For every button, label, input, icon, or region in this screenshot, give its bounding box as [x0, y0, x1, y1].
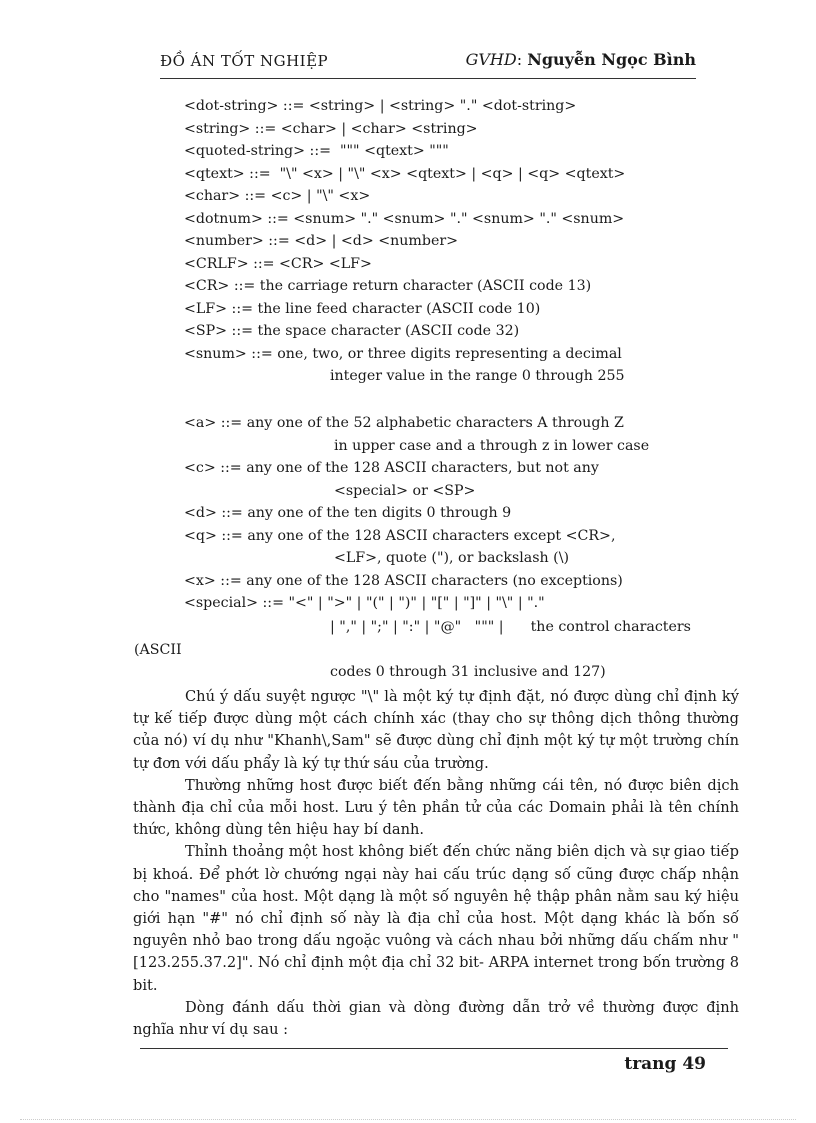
- grammar-line: <d> ::= any one of the ten digits 0 through 9: [184, 505, 512, 521]
- grammar-line: <a> ::= any one of the 52 alphabetic characters A through Z: [184, 415, 624, 431]
- supervisor-name: Nguyễn Ngọc Bình: [527, 50, 696, 69]
- grammar-line: <dot-string> ::= <string> | <string> "." <dot-string>: [184, 98, 577, 114]
- supervisor-sep: :: [516, 50, 528, 69]
- header-rule: [160, 78, 696, 79]
- body-text: [133, 686, 739, 1041]
- grammar-line: <CRLF> ::= <CR> <LF>: [184, 255, 372, 272]
- grammar-line: <char> ::= <c> | "\" <x>: [184, 188, 371, 204]
- page-edge: [20, 1119, 796, 1120]
- page-header: [160, 48, 696, 74]
- footer-rule: [140, 1048, 728, 1049]
- grammar-line: <dotnum> ::= <snum> "." <snum> "." <snum> "." <snum>: [184, 210, 625, 227]
- grammar-line: <special> or <SP>: [334, 482, 476, 499]
- thesis-title: ĐỒ ÁN TỐT NGHIỆP: [160, 52, 329, 70]
- grammar-line: in upper case and a through z in lower case: [334, 437, 650, 454]
- grammar-line: <q> ::= any one of the 128 ASCII characters except <CR>,: [184, 527, 616, 544]
- grammar-line: <LF> ::= the line feed character (ASCII code 10): [184, 300, 541, 317]
- grammar-line: <LF>, quote ("), or backslash (\): [334, 550, 570, 566]
- grammar-line: <c> ::= any one of the 128 ASCII characters, but not any: [184, 460, 599, 476]
- paragraph: Thỉnh thoảng một host không biết đến chức năng biên dịch và sự giao tiếp bị khoá. Để phớt lờ chướng ngại này hai cấu trúc dạng số cũng được chấp nhận cho "names" của host. Một dạng là một số nguyên hệ thập phân nằm sau ký hiệu giới hạn "#" nó chỉ định số này là địa chỉ của host. Một dạng khác là bốn số nguyên nhỏ bao trong dấu ngoặc vuông và cách nhau bởi những dấu chấm như "[123.255.37.2]". Nó chỉ định một địa chỉ 32 bit- ARPA internet trong bốn trường 8 bit.: [133, 843, 739, 994]
- grammar-line: integer value in the range 0 through 255: [330, 368, 625, 384]
- grammar-line: <x> ::= any one of the 128 ASCII characters (no exceptions): [184, 572, 623, 589]
- supervisor-label: GVHD: [465, 50, 517, 69]
- grammar-line: <snum> ::= one, two, or three digits representing a decimal: [184, 345, 622, 362]
- page-number: trang 49: [624, 1054, 706, 1074]
- paragraph: Dòng đánh dấu thời gian và dòng đường dẫn trở về thường được định nghĩa như ví dụ sau :: [133, 998, 739, 1039]
- grammar-line: <qtext> ::= "\" <x> | "\" <x> <qtext> | <q> | <q> <qtext>: [184, 165, 626, 182]
- grammar-line: <quoted-string> ::= """ <qtext> """: [184, 143, 449, 159]
- grammar-line: <SP> ::= the space character (ASCII code 32): [184, 323, 520, 339]
- grammar-line: <string> ::= <char> | <char> <string>: [184, 120, 478, 137]
- grammar-line: <CR> ::= the carriage return character (ASCII code 13): [184, 278, 592, 294]
- paragraph: Chú ý dấu suyệt ngược "\" là một ký tự định đặt, nó được dùng chỉ định ký tự kế tiếp được dùng một cách chính xác (thay cho sự thông dịch thông thường của nó) ví dụ như "Khanh\,Sam" sẽ được dùng chỉ định một ký tự một trường chín tự đơn với dấu phẩy là ký tự thứ sáu của trường.: [133, 688, 739, 772]
- grammar-line: codes 0 through 31 inclusive and 127): [330, 664, 606, 680]
- grammar-line: <number> ::= <d> | <d> <number>: [184, 233, 459, 249]
- paragraph: Thường những host được biết đến bằng những cái tên, nó được biên dịch thành địa chỉ của mỗi host. Lưu ý tên phần tử của các Domain phải là tên chính thức, không dùng tên hiệu hay bí danh.: [133, 776, 739, 839]
- grammar-line: (ASCII: [134, 642, 182, 658]
- grammar-line: | "," | ";" | ":" | "@" """ | the control characters: [330, 619, 691, 635]
- supervisor: [466, 50, 696, 69]
- grammar-line: <special> ::= "<" | ">" | "(" | ")" | "[" | "]" | "\" | ".": [184, 595, 545, 611]
